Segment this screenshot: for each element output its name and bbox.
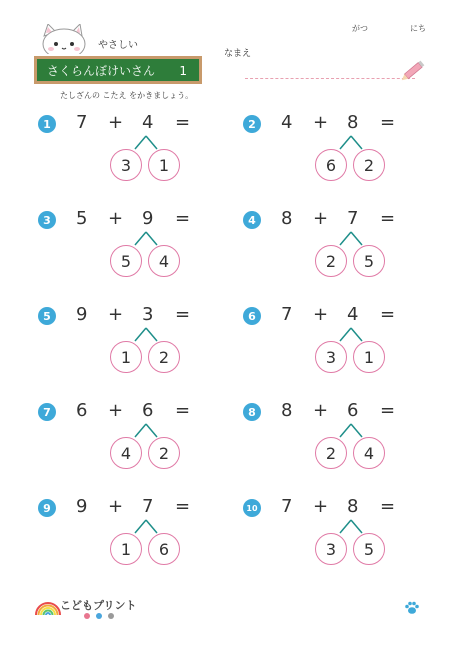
problem-6 bbox=[243, 304, 443, 397]
problem-number-badge: 1 bbox=[38, 115, 56, 133]
plus-sign: + bbox=[313, 400, 329, 421]
cherry-branch-icon bbox=[300, 135, 390, 151]
problem-number-badge: 9 bbox=[38, 499, 56, 517]
second-addend: 9 bbox=[142, 208, 154, 229]
plus-sign: + bbox=[108, 112, 124, 133]
split-circle-left[interactable]: 5 bbox=[110, 245, 142, 277]
first-addend: 7 bbox=[281, 496, 293, 517]
equals-sign: = bbox=[380, 112, 396, 133]
problem-5 bbox=[38, 304, 238, 397]
second-addend: 6 bbox=[142, 400, 154, 421]
second-addend: 8 bbox=[347, 112, 359, 133]
second-addend: 3 bbox=[142, 304, 154, 325]
problem-4 bbox=[243, 208, 443, 301]
equals-sign: = bbox=[380, 496, 396, 517]
cherry-branch-icon bbox=[300, 231, 390, 247]
second-addend: 6 bbox=[347, 400, 359, 421]
cherry-branch-icon bbox=[95, 231, 185, 247]
first-addend: 7 bbox=[76, 112, 88, 133]
cherry-branch-icon bbox=[95, 135, 185, 151]
problem-7 bbox=[38, 400, 238, 493]
plus-sign: + bbox=[108, 400, 124, 421]
split-circle-left[interactable]: 3 bbox=[315, 341, 347, 373]
problem-2 bbox=[243, 112, 443, 205]
worksheet-title: さくらんぼけいさん bbox=[47, 63, 156, 78]
pencil-icon bbox=[400, 58, 428, 86]
cherry-branch-icon bbox=[95, 327, 185, 343]
split-circle-left[interactable]: 1 bbox=[110, 533, 142, 565]
problem-number-badge: 6 bbox=[243, 307, 261, 325]
problem-number-badge: 3 bbox=[38, 211, 56, 229]
equals-sign: = bbox=[380, 304, 396, 325]
rainbow-icon bbox=[34, 597, 62, 621]
split-circle-right[interactable]: 1 bbox=[148, 149, 180, 181]
split-circle-right[interactable]: 5 bbox=[353, 245, 385, 277]
equals-sign: = bbox=[175, 496, 191, 517]
difficulty-label: やさしい bbox=[98, 40, 138, 51]
split-circle-right[interactable]: 4 bbox=[353, 437, 385, 469]
split-circle-left[interactable]: 3 bbox=[110, 149, 142, 181]
first-addend: 9 bbox=[76, 304, 88, 325]
split-circle-right[interactable]: 1 bbox=[353, 341, 385, 373]
problem-number-badge: 10 bbox=[243, 499, 261, 517]
second-addend: 4 bbox=[142, 112, 154, 133]
logo-dot bbox=[108, 613, 114, 619]
split-circle-right[interactable]: 2 bbox=[148, 341, 180, 373]
split-circle-left[interactable]: 2 bbox=[315, 245, 347, 277]
cherry-branch-icon bbox=[300, 519, 390, 535]
split-circle-left[interactable]: 4 bbox=[110, 437, 142, 469]
equals-sign: = bbox=[175, 112, 191, 133]
first-addend: 5 bbox=[76, 208, 88, 229]
problem-number-badge: 5 bbox=[38, 307, 56, 325]
second-addend: 7 bbox=[142, 496, 154, 517]
problem-10 bbox=[243, 496, 443, 589]
month-label: がつ bbox=[352, 24, 368, 33]
split-circle-left[interactable]: 2 bbox=[315, 437, 347, 469]
title-board bbox=[34, 56, 202, 84]
first-addend: 4 bbox=[281, 112, 293, 133]
problem-number-badge: 7 bbox=[38, 403, 56, 421]
plus-sign: + bbox=[108, 208, 124, 229]
first-addend: 7 bbox=[281, 304, 293, 325]
equals-sign: = bbox=[380, 400, 396, 421]
problem-3 bbox=[38, 208, 238, 301]
instruction-text: たしざんの こたえ をかきましょう。 bbox=[60, 91, 194, 100]
split-circle-left[interactable]: 1 bbox=[110, 341, 142, 373]
day-label: にち bbox=[410, 24, 426, 33]
plus-sign: + bbox=[313, 496, 329, 517]
first-addend: 9 bbox=[76, 496, 88, 517]
plus-sign: + bbox=[108, 496, 124, 517]
first-addend: 6 bbox=[76, 400, 88, 421]
cherry-branch-icon bbox=[300, 327, 390, 343]
split-circle-right[interactable]: 2 bbox=[353, 149, 385, 181]
logo-dot bbox=[96, 613, 102, 619]
cherry-branch-icon bbox=[300, 423, 390, 439]
first-addend: 8 bbox=[281, 208, 293, 229]
split-circle-right[interactable]: 6 bbox=[148, 533, 180, 565]
plus-sign: + bbox=[313, 304, 329, 325]
cherry-branch-icon bbox=[95, 423, 185, 439]
name-label: なまえ bbox=[224, 49, 252, 59]
problem-number-badge: 2 bbox=[243, 115, 261, 133]
problem-8 bbox=[243, 400, 443, 493]
problem-number-badge: 8 bbox=[243, 403, 261, 421]
plus-sign: + bbox=[108, 304, 124, 325]
second-addend: 7 bbox=[347, 208, 359, 229]
plus-sign: + bbox=[313, 208, 329, 229]
paw-icon bbox=[404, 600, 420, 620]
problem-9 bbox=[38, 496, 238, 589]
split-circle-right[interactable]: 4 bbox=[148, 245, 180, 277]
split-circle-left[interactable]: 6 bbox=[315, 149, 347, 181]
equals-sign: = bbox=[380, 208, 396, 229]
split-circle-right[interactable]: 2 bbox=[148, 437, 180, 469]
second-addend: 4 bbox=[347, 304, 359, 325]
first-addend: 8 bbox=[281, 400, 293, 421]
plus-sign: + bbox=[313, 112, 329, 133]
equals-sign: = bbox=[175, 400, 191, 421]
worksheet-number: 1 bbox=[179, 64, 187, 78]
cherry-branch-icon bbox=[95, 519, 185, 535]
split-circle-right[interactable]: 5 bbox=[353, 533, 385, 565]
split-circle-left[interactable]: 3 bbox=[315, 533, 347, 565]
equals-sign: = bbox=[175, 208, 191, 229]
problem-number-badge: 4 bbox=[243, 211, 261, 229]
logo-dot bbox=[84, 613, 90, 619]
brand-logo-text: こどもプリント bbox=[60, 599, 137, 612]
problem-1 bbox=[38, 112, 238, 205]
equals-sign: = bbox=[175, 304, 191, 325]
name-write-line[interactable] bbox=[245, 78, 415, 79]
second-addend: 8 bbox=[347, 496, 359, 517]
